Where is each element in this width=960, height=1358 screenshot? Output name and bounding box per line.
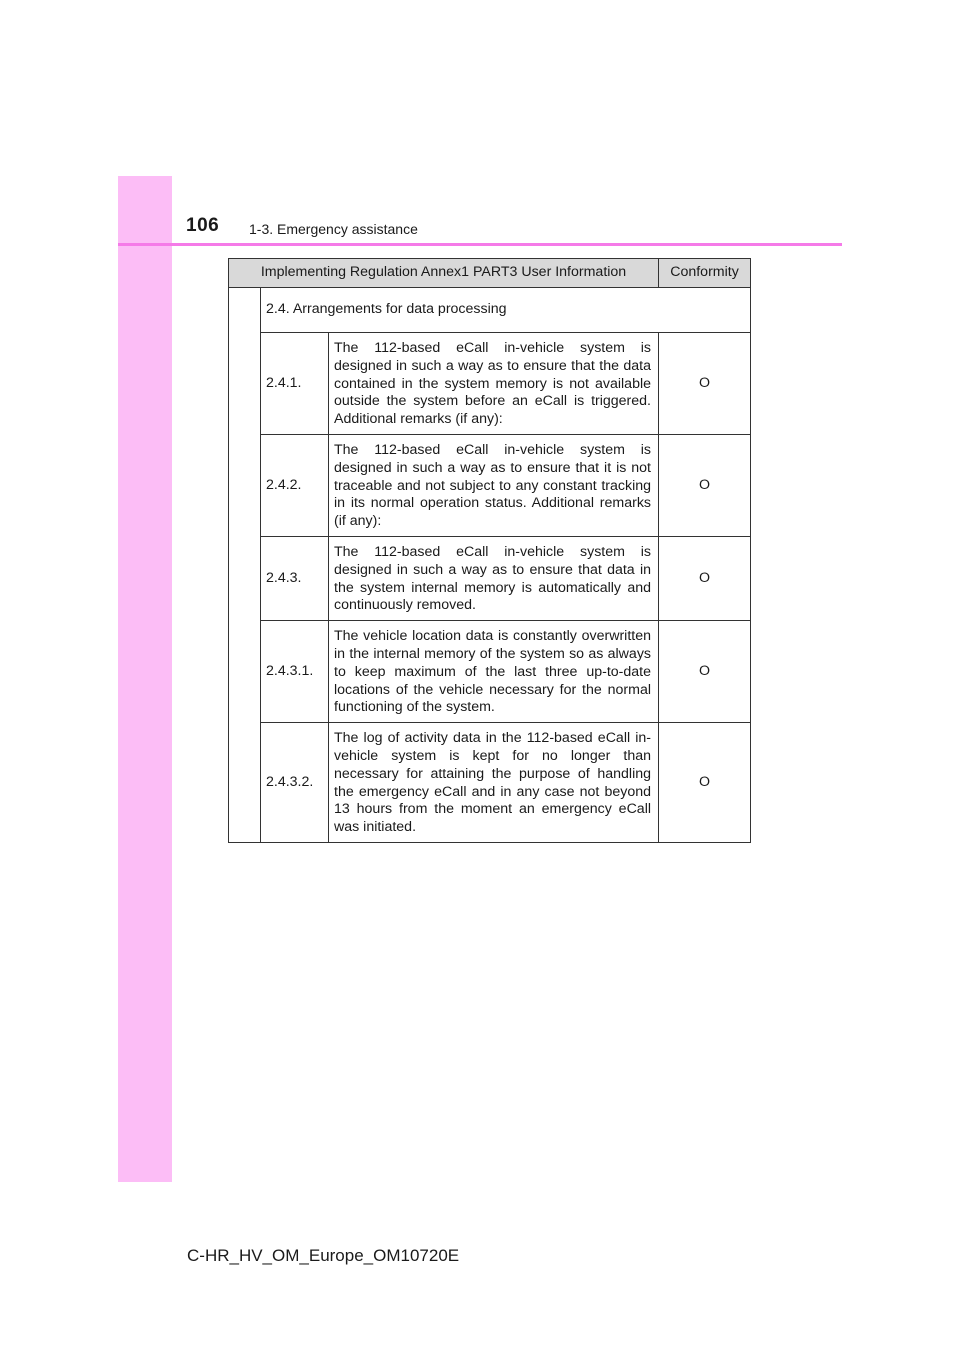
header-rule [118,243,842,246]
item-description: The vehicle location data is constantly overwritten in the internal memory of the system so as always to keep maximum of the last three up-to-date locations of the vehicle necessary for the normal functioning of the system. [329,621,659,723]
table-row [229,434,751,536]
page-number: 106 [186,215,220,236]
table-row [229,333,751,435]
chapter-side-band [118,176,172,1182]
user-information-table [228,258,751,843]
table-row [229,723,751,843]
info-column-header: Implementing Regulation Annex1 PART3 User Information [229,259,659,288]
item-conformity: O [659,333,751,435]
item-number: 2.4.1. [261,333,329,435]
item-conformity: O [659,536,751,620]
item-number: 2.4.2. [261,434,329,536]
item-description: The log of activity data in the 112-based eCall in-vehicle system is kept for no longer than necessary for attaining the purpose of handling the emergency eCall and in any case not beyond 13 hours from the moment an emergency eCall was initiated. [329,723,659,843]
item-number: 2.4.3.2. [261,723,329,843]
table-row [229,536,751,620]
section-title: 1-3. Emergency assistance [249,221,418,237]
item-description: The 112-based eCall in-vehicle system is designed in such a way as to ensure that data in the system internal memory is automatically and continuously removed. [329,536,659,620]
item-description: The 112-based eCall in-vehicle system is designed in such a way as to ensure that it is not traceable and not subject to any constant tracking in its normal operation status. Additional remarks (if any): [329,434,659,536]
section-heading: 2.4. Arrangements for data processing [261,288,751,333]
item-conformity: O [659,723,751,843]
item-conformity: O [659,621,751,723]
item-number: 2.4.3.1. [261,621,329,723]
item-number: 2.4.3. [261,536,329,620]
item-conformity: O [659,434,751,536]
table-header-row [229,259,751,288]
item-description: The 112-based eCall in-vehicle system is designed in such a way as to ensure that the data contained in the system memory is not available outside the system before an eCall is triggered. Additional remarks (if any): [329,333,659,435]
section-heading-row [229,288,751,333]
conformity-column-header: Conformity [659,259,751,288]
table-row [229,621,751,723]
indent-column [229,288,261,843]
document-code: C-HR_HV_OM_Europe_OM10720E [187,1246,460,1265]
